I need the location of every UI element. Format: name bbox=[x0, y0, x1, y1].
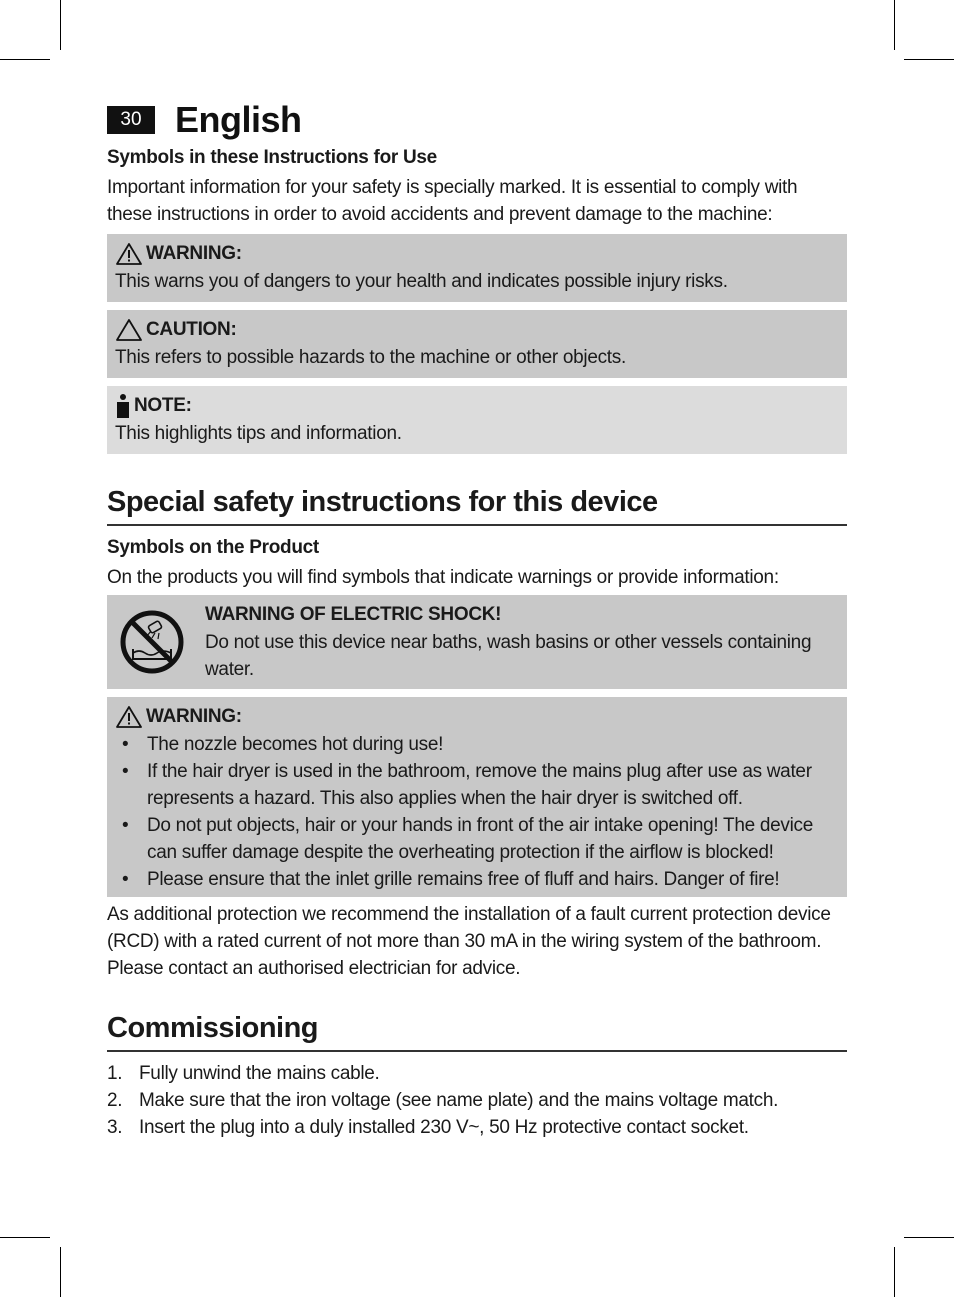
no-water-prohibition-icon bbox=[119, 609, 185, 675]
note-text: This highlights tips and information. bbox=[115, 423, 402, 444]
note-title: NOTE: bbox=[134, 395, 192, 416]
list-item bbox=[107, 1060, 847, 1087]
device-warning-title: WARNING: bbox=[146, 706, 242, 727]
shock-title: WARNING OF ELECTRIC SHOCK! bbox=[205, 604, 502, 625]
page-number: 30 bbox=[107, 106, 155, 134]
product-symbols-intro: On the products you will find symbols that indicate warnings or provide information: bbox=[107, 567, 779, 588]
list-item: • The nozzle becomes hot during use! bbox=[115, 731, 839, 758]
crop-mark bbox=[904, 1237, 954, 1238]
list-item: • Do not put objects, hair or your hands in front of the air intake opening! The device can suffer damage despite the overheating protection if the airflow is blocked! bbox=[115, 812, 839, 866]
step-text: Insert the plug into a duly installed 230 V~, 50 Hz protective contact socket. bbox=[139, 1117, 749, 1138]
info-icon bbox=[115, 393, 131, 419]
special-safety-title: Special safety instructions for this device bbox=[107, 484, 847, 526]
page-content bbox=[107, 100, 847, 1141]
product-symbols-heading: Symbols on the Product bbox=[107, 537, 319, 558]
list-item: • If the hair dryer is used in the bathroom, remove the mains plug after use as water represents a hazard. This also applies when the hair dryer is switched off. bbox=[115, 758, 839, 812]
caution-title: CAUTION: bbox=[146, 319, 237, 340]
list-item: • Please ensure that the inlet grille remains free of fluff and hairs. Danger of fire! bbox=[115, 866, 839, 893]
crop-mark bbox=[60, 1247, 61, 1297]
crop-mark bbox=[894, 1247, 895, 1297]
step-number: 2. bbox=[107, 1090, 123, 1111]
warning-triangle-icon bbox=[115, 242, 143, 266]
caution-text: This refers to possible hazards to the machine or other objects. bbox=[115, 347, 626, 368]
page-header bbox=[107, 100, 847, 140]
commissioning-title: Commissioning bbox=[107, 1010, 847, 1052]
warning-title: WARNING: bbox=[146, 243, 242, 264]
commissioning-steps bbox=[107, 1060, 847, 1141]
symbols-intro: Important information for your safety is specially marked. It is essential to comply with these instructions in order to avoid accidents and prevent damage to the machine: bbox=[107, 177, 798, 225]
device-warning-box bbox=[107, 697, 847, 897]
crop-mark bbox=[894, 0, 895, 50]
step-text: Fully unwind the mains cable. bbox=[139, 1063, 380, 1084]
symbols-heading: Symbols in these Instructions for Use bbox=[107, 147, 437, 168]
warning-box bbox=[107, 234, 847, 302]
step-number: 1. bbox=[107, 1063, 123, 1084]
device-warning-list bbox=[115, 731, 839, 893]
electric-shock-box bbox=[107, 595, 847, 689]
list-item bbox=[107, 1114, 847, 1141]
warning-text: This warns you of dangers to your health and indicates possible injury risks. bbox=[115, 271, 728, 292]
step-number: 3. bbox=[107, 1117, 123, 1138]
crop-mark bbox=[60, 0, 61, 50]
crop-mark bbox=[904, 59, 954, 60]
list-item bbox=[107, 1087, 847, 1114]
warning-triangle-icon bbox=[115, 705, 143, 729]
caution-box bbox=[107, 310, 847, 378]
note-box bbox=[107, 386, 847, 454]
shock-text: Do not use this device near baths, wash basins or other vessels containing water. bbox=[205, 632, 812, 680]
caution-triangle-icon bbox=[115, 318, 143, 342]
crop-mark bbox=[0, 59, 50, 60]
language-title: English bbox=[175, 99, 302, 140]
crop-mark bbox=[0, 1237, 50, 1238]
rcd-recommendation: As additional protection we recommend the installation of a fault current protection device (RCD) with a rated current of not more than 30 mA in the wiring system of the bathroom. Please contact an authorised electrician for advice. bbox=[107, 904, 831, 979]
step-text: Make sure that the iron voltage (see name plate) and the mains voltage match. bbox=[139, 1090, 779, 1111]
